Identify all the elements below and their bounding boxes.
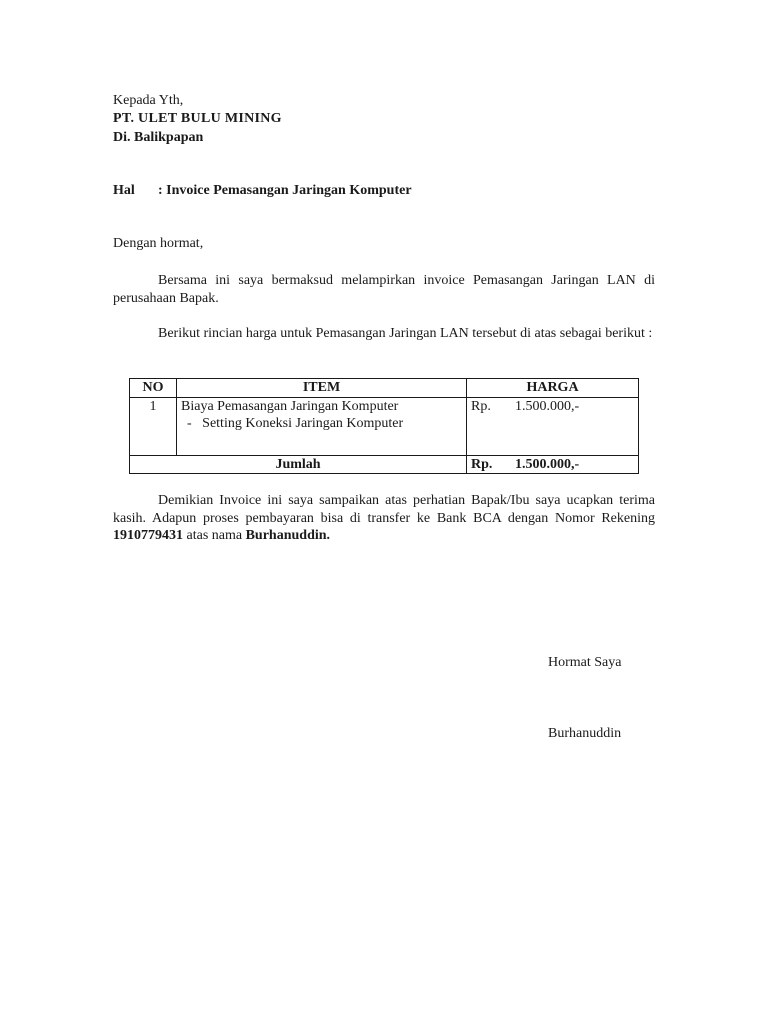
greeting: Dengan hormat, [113, 236, 204, 251]
header-harga: HARGA [467, 379, 639, 398]
detail-paragraph [113, 325, 655, 343]
row-currency: Rp. [471, 399, 491, 414]
row-subitem: - Setting Koneksi Jaringan Komputer [187, 416, 404, 431]
intro-paragraph-text: Bersama ini saya bermaksud melampirkan invoice Pemasangan Jaringan LAN di perusahaan Bapak. [113, 273, 655, 306]
recipient-company: PT. ULET BULU MINING [113, 111, 282, 126]
row-item [177, 398, 467, 456]
total-row [130, 456, 639, 474]
header-item: ITEM [177, 379, 467, 398]
total-harga [467, 456, 639, 474]
subject-text: : Invoice Pemasangan Jaringan Komputer [158, 183, 412, 198]
table-row [130, 398, 639, 456]
closing-salutation: Hormat Saya [548, 655, 622, 670]
row-item-name: Biaya Pemasangan Jaringan Komputer [181, 399, 399, 414]
account-number: 1910779431 [113, 528, 183, 543]
invoice-table [129, 378, 639, 474]
closing-paragraph-text: Demikian Invoice ini saya sampaikan atas perhatian Bapak/Ibu saya ucapkan terima kasih. Adapun proses pembayaran bisa di transfer ke Bank BCA dengan Nomor Rekening [113, 493, 655, 526]
row-amount: 1.500.000,- [515, 399, 580, 414]
account-name: Burhanuddin. [245, 528, 331, 543]
total-label: Jumlah [130, 456, 467, 474]
detail-paragraph-text: Berikut rincian harga untuk Pemasangan Jaringan LAN tersebut di atas sebagai berikut : [158, 326, 653, 341]
recipient-city: Di. Balikpapan [113, 130, 204, 145]
table-header-row [130, 379, 639, 398]
row-harga [467, 398, 639, 456]
recipient-salutation: Kepada Yth, [113, 93, 184, 108]
closing-paragraph [113, 492, 655, 545]
total-amount: 1.500.000,- [515, 457, 580, 472]
header-no: NO [130, 379, 177, 398]
closing-paragraph-middle: atas nama [183, 528, 246, 543]
signer-name: Burhanuddin [548, 726, 622, 741]
intro-paragraph [113, 272, 655, 307]
row-no: 1 [130, 398, 177, 456]
total-currency: Rp. [471, 457, 493, 472]
subject-label: Hal [113, 183, 135, 198]
